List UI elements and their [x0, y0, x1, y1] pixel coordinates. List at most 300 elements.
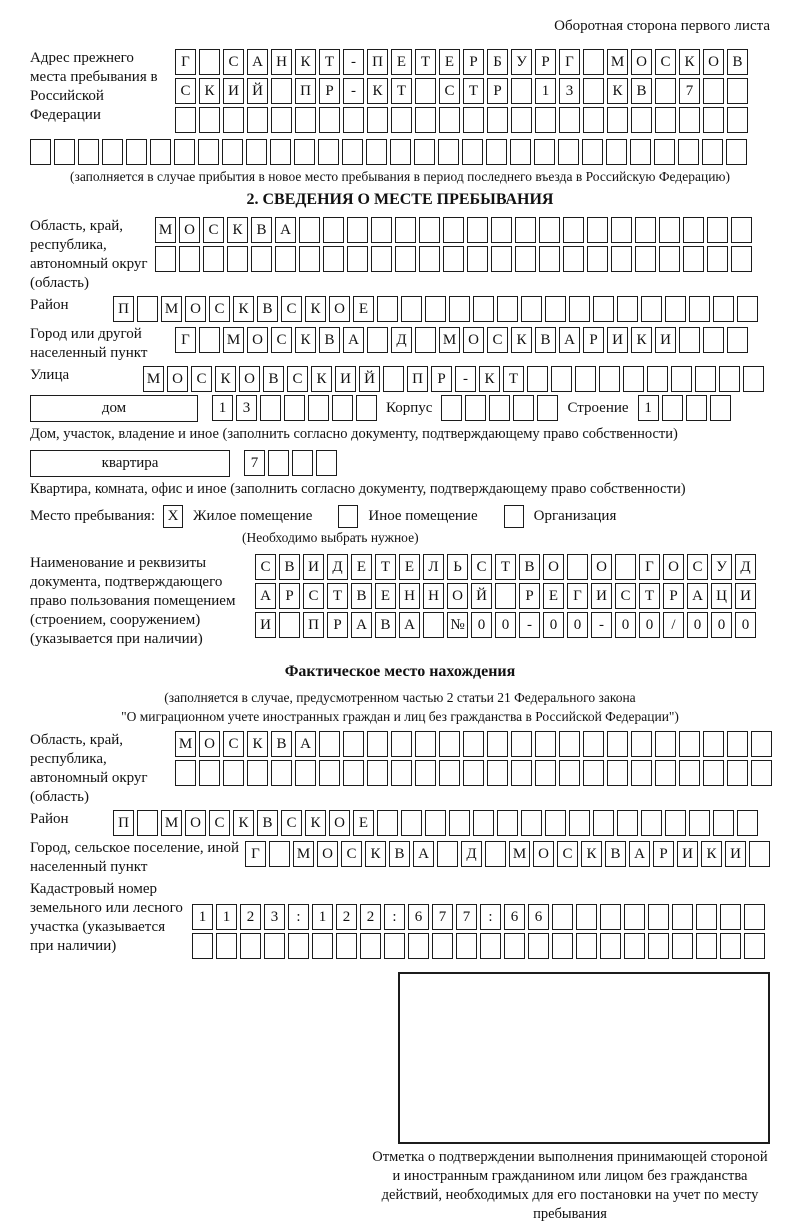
char-cell[interactable] — [495, 583, 516, 609]
char-cell[interactable]: С — [209, 296, 230, 322]
char-cell[interactable]: Р — [463, 49, 484, 75]
char-cell[interactable]: Й — [247, 78, 268, 104]
char-cell[interactable] — [391, 107, 412, 133]
char-cell[interactable]: Г — [567, 583, 588, 609]
char-cell[interactable] — [401, 810, 422, 836]
char-cell[interactable]: Ц — [711, 583, 732, 609]
char-cell[interactable]: К — [511, 327, 532, 353]
char-cell[interactable]: А — [687, 583, 708, 609]
char-cell[interactable] — [319, 107, 340, 133]
char-cell[interactable]: Р — [279, 583, 300, 609]
char-cell[interactable]: Т — [639, 583, 660, 609]
char-cell[interactable] — [247, 760, 268, 786]
char-cell[interactable]: Е — [439, 49, 460, 75]
char-cell[interactable]: Е — [375, 583, 396, 609]
char-cell[interactable] — [401, 296, 422, 322]
char-cell[interactable] — [630, 139, 651, 165]
char-cell[interactable]: - — [455, 366, 476, 392]
char-cell[interactable]: Т — [503, 366, 524, 392]
char-cell[interactable]: С — [175, 78, 196, 104]
char-cell[interactable] — [240, 933, 261, 959]
apartment-box[interactable]: квартира — [30, 450, 230, 477]
char-cell[interactable] — [443, 246, 464, 272]
char-cell[interactable]: : — [480, 904, 501, 930]
char-cell[interactable]: Р — [663, 583, 684, 609]
char-cell[interactable] — [655, 731, 676, 757]
char-cell[interactable]: 6 — [408, 904, 429, 930]
char-cell[interactable] — [583, 731, 604, 757]
char-cell[interactable]: С — [487, 327, 508, 353]
char-cell[interactable] — [489, 395, 510, 421]
char-cell[interactable] — [336, 933, 357, 959]
char-cell[interactable] — [292, 450, 313, 476]
char-cell[interactable]: Т — [319, 49, 340, 75]
char-cell[interactable] — [102, 139, 123, 165]
char-cell[interactable]: О — [239, 366, 260, 392]
char-cell[interactable]: 3 — [236, 395, 257, 421]
char-cell[interactable] — [343, 760, 364, 786]
char-cell[interactable] — [504, 933, 525, 959]
char-cell[interactable]: Н — [423, 583, 444, 609]
char-cell[interactable] — [552, 904, 573, 930]
char-cell[interactable] — [689, 810, 710, 836]
char-cell[interactable]: О — [179, 217, 200, 243]
char-cell[interactable] — [318, 139, 339, 165]
char-cell[interactable] — [383, 366, 404, 392]
char-cell[interactable] — [342, 139, 363, 165]
char-cell[interactable]: 3 — [559, 78, 580, 104]
char-cell[interactable]: П — [367, 49, 388, 75]
char-cell[interactable]: 7 — [244, 450, 265, 476]
char-cell[interactable]: К — [233, 296, 254, 322]
char-cell[interactable]: Е — [353, 296, 374, 322]
char-cell[interactable]: С — [615, 583, 636, 609]
char-cell[interactable]: Г — [639, 554, 660, 580]
char-cell[interactable]: 2 — [336, 904, 357, 930]
char-cell[interactable] — [558, 139, 579, 165]
char-cell[interactable] — [443, 217, 464, 243]
char-cell[interactable] — [467, 246, 488, 272]
char-cell[interactable] — [367, 731, 388, 757]
char-cell[interactable] — [439, 107, 460, 133]
char-cell[interactable]: : — [384, 904, 405, 930]
char-cell[interactable]: В — [257, 810, 278, 836]
char-cell[interactable] — [395, 217, 416, 243]
char-cell[interactable] — [671, 366, 692, 392]
char-cell[interactable]: 1 — [192, 904, 213, 930]
char-cell[interactable]: Д — [391, 327, 412, 353]
char-cell[interactable]: Т — [391, 78, 412, 104]
char-cell[interactable] — [487, 731, 508, 757]
char-cell[interactable]: В — [535, 327, 556, 353]
char-cell[interactable]: К — [305, 810, 326, 836]
char-cell[interactable] — [275, 246, 296, 272]
char-cell[interactable]: 0 — [615, 612, 636, 638]
char-cell[interactable] — [78, 139, 99, 165]
char-cell[interactable] — [425, 810, 446, 836]
char-cell[interactable] — [367, 327, 388, 353]
char-cell[interactable] — [423, 612, 444, 638]
char-cell[interactable]: С — [255, 554, 276, 580]
char-cell[interactable] — [227, 246, 248, 272]
char-cell[interactable] — [727, 731, 748, 757]
char-cell[interactable] — [695, 366, 716, 392]
char-cell[interactable] — [713, 810, 734, 836]
char-cell[interactable]: О — [663, 554, 684, 580]
char-cell[interactable] — [510, 139, 531, 165]
char-cell[interactable] — [199, 760, 220, 786]
char-cell[interactable]: С — [281, 296, 302, 322]
char-cell[interactable] — [600, 933, 621, 959]
char-cell[interactable] — [679, 327, 700, 353]
char-cell[interactable]: К — [215, 366, 236, 392]
char-cell[interactable] — [587, 246, 608, 272]
char-cell[interactable]: В — [251, 217, 272, 243]
char-cell[interactable] — [655, 107, 676, 133]
char-cell[interactable]: - — [343, 78, 364, 104]
char-cell[interactable] — [264, 933, 285, 959]
char-cell[interactable] — [599, 366, 620, 392]
char-cell[interactable] — [575, 366, 596, 392]
char-cell[interactable] — [737, 296, 758, 322]
char-cell[interactable]: В — [263, 366, 284, 392]
char-cell[interactable] — [367, 107, 388, 133]
char-cell[interactable]: К — [227, 217, 248, 243]
char-cell[interactable]: Е — [351, 554, 372, 580]
char-cell[interactable]: А — [351, 612, 372, 638]
char-cell[interactable]: Д — [327, 554, 348, 580]
char-cell[interactable]: А — [275, 217, 296, 243]
char-cell[interactable] — [179, 246, 200, 272]
char-cell[interactable]: К — [305, 296, 326, 322]
char-cell[interactable] — [744, 933, 765, 959]
char-cell[interactable] — [511, 760, 532, 786]
checkbox-other-premises[interactable] — [338, 505, 358, 528]
char-cell[interactable] — [308, 395, 329, 421]
char-cell[interactable]: П — [113, 296, 134, 322]
char-cell[interactable] — [521, 296, 542, 322]
char-cell[interactable] — [576, 933, 597, 959]
char-cell[interactable] — [323, 217, 344, 243]
char-cell[interactable]: С — [687, 554, 708, 580]
char-cell[interactable] — [356, 395, 377, 421]
char-cell[interactable]: С — [471, 554, 492, 580]
char-cell[interactable] — [707, 217, 728, 243]
char-cell[interactable] — [515, 246, 536, 272]
char-cell[interactable] — [727, 760, 748, 786]
char-cell[interactable]: 7 — [679, 78, 700, 104]
char-cell[interactable]: С — [223, 731, 244, 757]
char-cell[interactable]: О — [703, 49, 724, 75]
char-cell[interactable] — [360, 933, 381, 959]
char-cell[interactable] — [617, 296, 638, 322]
char-cell[interactable] — [511, 107, 532, 133]
char-cell[interactable]: К — [247, 731, 268, 757]
char-cell[interactable] — [678, 139, 699, 165]
char-cell[interactable] — [665, 810, 686, 836]
char-cell[interactable]: А — [413, 841, 434, 867]
char-cell[interactable]: В — [519, 554, 540, 580]
char-cell[interactable] — [491, 217, 512, 243]
char-cell[interactable]: 3 — [264, 904, 285, 930]
char-cell[interactable]: С — [191, 366, 212, 392]
char-cell[interactable] — [449, 296, 470, 322]
char-cell[interactable]: И — [607, 327, 628, 353]
char-cell[interactable] — [696, 933, 717, 959]
char-cell[interactable]: С — [303, 583, 324, 609]
char-cell[interactable] — [199, 327, 220, 353]
char-cell[interactable] — [751, 760, 772, 786]
char-cell[interactable] — [175, 107, 196, 133]
char-cell[interactable] — [456, 933, 477, 959]
char-cell[interactable] — [576, 904, 597, 930]
char-cell[interactable]: П — [113, 810, 134, 836]
char-cell[interactable]: О — [533, 841, 554, 867]
char-cell[interactable]: 0 — [711, 612, 732, 638]
char-cell[interactable]: И — [655, 327, 676, 353]
char-cell[interactable]: Г — [175, 327, 196, 353]
char-cell[interactable] — [408, 933, 429, 959]
char-cell[interactable] — [437, 841, 458, 867]
char-cell[interactable]: М — [175, 731, 196, 757]
char-cell[interactable] — [439, 731, 460, 757]
char-cell[interactable] — [655, 78, 676, 104]
char-cell[interactable]: И — [677, 841, 698, 867]
char-cell[interactable] — [659, 246, 680, 272]
char-cell[interactable]: К — [367, 78, 388, 104]
char-cell[interactable] — [441, 395, 462, 421]
char-cell[interactable]: 0 — [735, 612, 756, 638]
char-cell[interactable] — [216, 933, 237, 959]
char-cell[interactable]: 1 — [535, 78, 556, 104]
char-cell[interactable]: С — [209, 810, 230, 836]
char-cell[interactable]: Р — [519, 583, 540, 609]
char-cell[interactable]: Р — [327, 612, 348, 638]
char-cell[interactable] — [539, 217, 560, 243]
char-cell[interactable] — [751, 731, 772, 757]
char-cell[interactable] — [655, 760, 676, 786]
char-cell[interactable]: С — [655, 49, 676, 75]
char-cell[interactable]: И — [303, 554, 324, 580]
char-cell[interactable]: К — [701, 841, 722, 867]
char-cell[interactable] — [727, 107, 748, 133]
char-cell[interactable] — [137, 810, 158, 836]
char-cell[interactable] — [312, 933, 333, 959]
char-cell[interactable] — [606, 139, 627, 165]
char-cell[interactable] — [713, 296, 734, 322]
char-cell[interactable] — [299, 217, 320, 243]
char-cell[interactable]: Й — [471, 583, 492, 609]
char-cell[interactable] — [332, 395, 353, 421]
char-cell[interactable]: С — [223, 49, 244, 75]
char-cell[interactable]: Д — [735, 554, 756, 580]
char-cell[interactable] — [593, 810, 614, 836]
char-cell[interactable]: В — [375, 612, 396, 638]
char-cell[interactable]: Ь — [447, 554, 468, 580]
char-cell[interactable] — [563, 217, 584, 243]
char-cell[interactable] — [631, 731, 652, 757]
char-cell[interactable] — [662, 395, 683, 421]
char-cell[interactable] — [390, 139, 411, 165]
char-cell[interactable] — [463, 760, 484, 786]
char-cell[interactable]: В — [631, 78, 652, 104]
char-cell[interactable]: У — [511, 49, 532, 75]
char-cell[interactable] — [415, 760, 436, 786]
char-cell[interactable]: О — [185, 810, 206, 836]
char-cell[interactable] — [607, 760, 628, 786]
char-cell[interactable]: Л — [423, 554, 444, 580]
char-cell[interactable]: 7 — [456, 904, 477, 930]
char-cell[interactable] — [439, 760, 460, 786]
char-cell[interactable]: К — [365, 841, 386, 867]
char-cell[interactable]: 0 — [687, 612, 708, 638]
char-cell[interactable]: И — [255, 612, 276, 638]
char-cell[interactable] — [528, 933, 549, 959]
char-cell[interactable] — [203, 246, 224, 272]
char-cell[interactable] — [198, 139, 219, 165]
char-cell[interactable] — [703, 327, 724, 353]
char-cell[interactable] — [155, 246, 176, 272]
char-cell[interactable] — [260, 395, 281, 421]
char-cell[interactable]: И — [591, 583, 612, 609]
char-cell[interactable]: С — [557, 841, 578, 867]
char-cell[interactable]: О — [317, 841, 338, 867]
char-cell[interactable] — [567, 554, 588, 580]
char-cell[interactable]: О — [329, 296, 350, 322]
char-cell[interactable]: В — [389, 841, 410, 867]
char-cell[interactable]: М — [161, 810, 182, 836]
char-cell[interactable]: П — [407, 366, 428, 392]
char-cell[interactable] — [513, 395, 534, 421]
char-cell[interactable] — [268, 450, 289, 476]
char-cell[interactable] — [391, 760, 412, 786]
char-cell[interactable] — [559, 731, 580, 757]
char-cell[interactable]: А — [343, 327, 364, 353]
char-cell[interactable] — [284, 395, 305, 421]
char-cell[interactable]: А — [629, 841, 650, 867]
char-cell[interactable] — [473, 810, 494, 836]
char-cell[interactable] — [635, 246, 656, 272]
char-cell[interactable] — [535, 107, 556, 133]
char-cell[interactable] — [624, 933, 645, 959]
char-cell[interactable] — [648, 933, 669, 959]
char-cell[interactable]: : — [288, 904, 309, 930]
char-cell[interactable] — [487, 107, 508, 133]
char-cell[interactable]: О — [631, 49, 652, 75]
char-cell[interactable] — [486, 139, 507, 165]
char-cell[interactable]: М — [155, 217, 176, 243]
char-cell[interactable] — [702, 139, 723, 165]
char-cell[interactable] — [726, 139, 747, 165]
char-cell[interactable]: К — [479, 366, 500, 392]
char-cell[interactable]: А — [247, 49, 268, 75]
char-cell[interactable]: О — [247, 327, 268, 353]
char-cell[interactable] — [150, 139, 171, 165]
char-cell[interactable] — [679, 731, 700, 757]
char-cell[interactable]: И — [223, 78, 244, 104]
char-cell[interactable]: 1 — [216, 904, 237, 930]
char-cell[interactable] — [415, 731, 436, 757]
char-cell[interactable]: 6 — [528, 904, 549, 930]
char-cell[interactable]: С — [271, 327, 292, 353]
char-cell[interactable]: 1 — [212, 395, 233, 421]
char-cell[interactable] — [299, 246, 320, 272]
char-cell[interactable] — [731, 246, 752, 272]
char-cell[interactable] — [615, 554, 636, 580]
char-cell[interactable]: Е — [399, 554, 420, 580]
char-cell[interactable] — [415, 327, 436, 353]
char-cell[interactable] — [659, 217, 680, 243]
char-cell[interactable]: О — [185, 296, 206, 322]
char-cell[interactable] — [521, 810, 542, 836]
char-cell[interactable] — [727, 327, 748, 353]
char-cell[interactable] — [295, 760, 316, 786]
char-cell[interactable] — [607, 107, 628, 133]
char-cell[interactable] — [583, 78, 604, 104]
char-cell[interactable] — [54, 139, 75, 165]
char-cell[interactable]: У — [711, 554, 732, 580]
char-cell[interactable]: К — [679, 49, 700, 75]
char-cell[interactable]: Т — [463, 78, 484, 104]
char-cell[interactable] — [270, 139, 291, 165]
char-cell[interactable]: Т — [375, 554, 396, 580]
char-cell[interactable]: Е — [543, 583, 564, 609]
char-cell[interactable] — [480, 933, 501, 959]
char-cell[interactable] — [269, 841, 290, 867]
char-cell[interactable] — [515, 217, 536, 243]
char-cell[interactable]: К — [295, 49, 316, 75]
char-cell[interactable]: М — [439, 327, 460, 353]
char-cell[interactable] — [126, 139, 147, 165]
char-cell[interactable]: Р — [535, 49, 556, 75]
char-cell[interactable]: В — [319, 327, 340, 353]
char-cell[interactable] — [569, 296, 590, 322]
char-cell[interactable]: - — [519, 612, 540, 638]
char-cell[interactable] — [563, 246, 584, 272]
char-cell[interactable] — [679, 107, 700, 133]
char-cell[interactable] — [710, 395, 731, 421]
char-cell[interactable] — [511, 731, 532, 757]
char-cell[interactable] — [223, 760, 244, 786]
char-cell[interactable]: В — [257, 296, 278, 322]
char-cell[interactable] — [744, 904, 765, 930]
char-cell[interactable] — [720, 904, 741, 930]
char-cell[interactable] — [611, 217, 632, 243]
char-cell[interactable]: Р — [583, 327, 604, 353]
char-cell[interactable]: Т — [415, 49, 436, 75]
char-cell[interactable] — [582, 139, 603, 165]
char-cell[interactable] — [438, 139, 459, 165]
char-cell[interactable]: / — [663, 612, 684, 638]
char-cell[interactable]: П — [303, 612, 324, 638]
char-cell[interactable] — [395, 246, 416, 272]
char-cell[interactable]: К — [199, 78, 220, 104]
char-cell[interactable] — [647, 366, 668, 392]
char-cell[interactable]: Р — [487, 78, 508, 104]
house-box[interactable]: дом — [30, 395, 198, 422]
char-cell[interactable] — [497, 810, 518, 836]
char-cell[interactable] — [635, 217, 656, 243]
char-cell[interactable] — [583, 107, 604, 133]
char-cell[interactable]: О — [463, 327, 484, 353]
char-cell[interactable] — [545, 810, 566, 836]
char-cell[interactable] — [545, 296, 566, 322]
char-cell[interactable] — [737, 810, 758, 836]
char-cell[interactable] — [552, 933, 573, 959]
char-cell[interactable] — [343, 107, 364, 133]
char-cell[interactable] — [316, 450, 337, 476]
char-cell[interactable] — [539, 246, 560, 272]
